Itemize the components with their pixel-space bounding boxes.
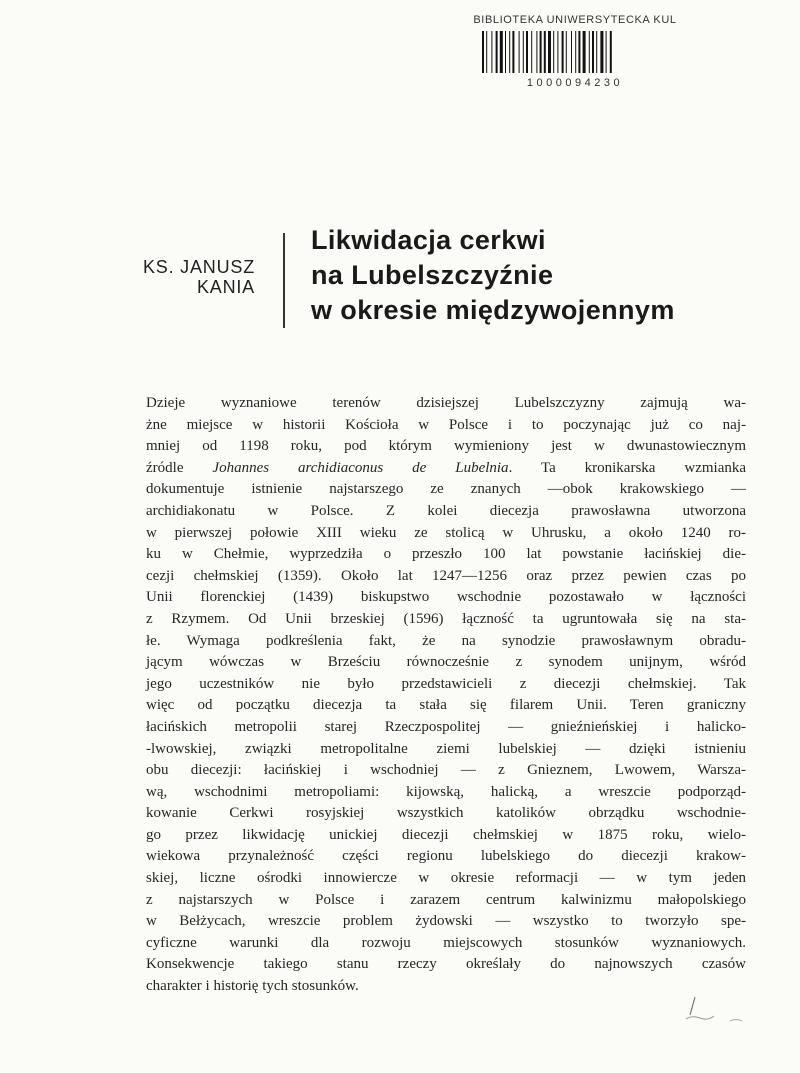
title-line: w okresie międzywojennym	[311, 295, 675, 325]
body-line-text: . Ta kronikarska wzmianka	[508, 459, 747, 476]
source-citation: Johannes archidiaconus de Lubelnia	[212, 459, 509, 476]
pencil-marks	[650, 985, 770, 1045]
author-line: KS. JANUSZ	[142, 257, 255, 277]
barcode-bar	[578, 31, 580, 73]
body-line: ku w Chełmie, wyprzedziła o przeszło 100 lat powstanie łacińskiej die-	[146, 546, 746, 563]
barcode	[480, 31, 670, 73]
barcode-bar	[523, 31, 524, 73]
body-line: łacińskich metropolii starej Rzeczpospolitej — gnieźnieńskiej i halicko-	[146, 718, 746, 735]
body-line: skiej, liczne ośrodki innowiercze w okresie reformacji — w tym jeden	[146, 870, 746, 887]
body-line: dokumentuje istnienie najstarszego ze znanych —obok krakowskiego —	[146, 481, 746, 498]
barcode-bar	[544, 31, 546, 73]
body-line: cezji chełmskiej (1359). Około lat 1247—1256 oraz przez pewien czas po	[146, 567, 746, 584]
body-line: kowanie Cerkwi rosyjskiej wszystkich katolików obrządku wschodnie-	[146, 805, 746, 822]
barcode-bar	[596, 31, 597, 73]
barcode-bar	[557, 31, 558, 73]
body-line: Konsekwencje takiego stanu rzeczy określały do najnowszych czasów	[146, 956, 746, 973]
author-line: KANIA	[196, 277, 255, 297]
body-line: jego uczestników nie było przedstawicieli z diecezji chełmskiej. Tak	[146, 675, 746, 692]
barcode-bar	[536, 31, 537, 73]
barcode-bar	[575, 31, 576, 73]
library-name: BIBLIOTEKA UNIWERSYTECKA KUL	[473, 14, 677, 26]
title-divider	[283, 233, 285, 328]
body-line: archidiakonatu w Polsce. Z kolei diecezja prawosławna utworzona	[146, 502, 746, 519]
barcode-bar	[553, 31, 554, 73]
body-line: jącym wówczas w Brześciu równocześnie z synodem unijnym, wśród	[146, 654, 746, 671]
title-line: Likwidacja cerkwi	[311, 225, 546, 255]
body-line: w Bełżycach, wreszcie problem żydowski — wszystko to tworzyło spe-	[146, 913, 746, 930]
barcode-bar	[512, 31, 514, 73]
body-line: go przez likwidację unickiej diecezji chełmskiej w 1875 roku, wielo-	[146, 826, 746, 843]
article-title	[311, 223, 675, 328]
body-line: Unii florenckiej (1439) biskupstwo wschodnie pozostawało w łączności	[146, 589, 746, 606]
barcode-bar	[519, 31, 520, 73]
barcode-number: 1000094230	[526, 77, 624, 89]
body-line: wą, wschodnimi metropoliami: kijowską, halicką, a wreszcie podporząd-	[146, 783, 746, 800]
author-name	[143, 257, 255, 297]
barcode-bar	[486, 31, 487, 73]
body-line: wiekowa przynależność części regionu lubelskiego do diecezji krakow-	[146, 848, 746, 865]
barcode-bar	[566, 31, 567, 73]
body-line: mniej od 1198 roku, pod którym wymieniony jest w dwunastowiecznym	[146, 438, 746, 455]
body-line: charakter i historię tych stosunków.	[146, 978, 359, 995]
body-line: z najstarszych w Polsce i zarazem centrum kalwinizmu małopolskiego	[146, 891, 746, 908]
barcode-bar	[571, 31, 572, 73]
body-line-text: źródle	[146, 459, 184, 476]
body-line: łe. Wymaga podkreślenia fakt, że na synodzie prawosławnym obradu-	[146, 632, 746, 649]
body-line: w pierwszej połowie XIII wieku ze stolicą w Uhrusku, a około 1240 ro-	[146, 524, 746, 541]
barcode-bar	[589, 31, 590, 73]
body-line: cyficzne warunki dla rozwoju miejscowych stosunków wyznaniowych.	[146, 934, 746, 951]
body-line	[146, 458, 746, 480]
barcode-bar	[505, 31, 506, 73]
barcode-bar	[562, 31, 564, 73]
barcode-bar	[583, 31, 586, 73]
barcode-bar	[592, 31, 594, 73]
article-body	[146, 393, 746, 998]
library-stamp	[470, 14, 680, 89]
barcode-bar	[531, 31, 532, 73]
barcode-bar	[496, 31, 498, 73]
barcode-bar	[610, 31, 612, 73]
barcode-bar	[500, 31, 503, 73]
barcode-bar	[509, 31, 510, 73]
barcode-bar	[482, 31, 484, 73]
barcode-bar	[548, 31, 551, 73]
body-line: obu diecezji: łacińskiej i wschodniej — z Gnieznem, Lwowem, Warsza-	[146, 762, 746, 779]
body-line: z Rzymem. Od Unii brzeskiej (1596) łączność ta ugruntowała się na sta-	[146, 610, 746, 627]
body-line: Dzieje wyznaniowe terenów dzisiejszej Lubelszczyzny zajmują wa-	[146, 395, 746, 411]
body-line: więc od początku diecezja ta stała się filarem Unii. Teren graniczny	[146, 697, 746, 714]
barcode-bar	[526, 31, 528, 73]
body-line: -lwowskiej, związki metropolitalne ziemi lubelskiej — dzięki istnieniu	[146, 740, 746, 757]
barcode-bar	[540, 31, 542, 73]
barcode-bar	[606, 31, 607, 73]
title-line: na Lubelszczyźnie	[311, 260, 554, 290]
barcode-bar	[600, 31, 603, 73]
body-line: żne miejsce w historii Kościoła w Polsce i to poczynając już co naj-	[146, 416, 746, 433]
barcode-bar	[491, 31, 492, 73]
